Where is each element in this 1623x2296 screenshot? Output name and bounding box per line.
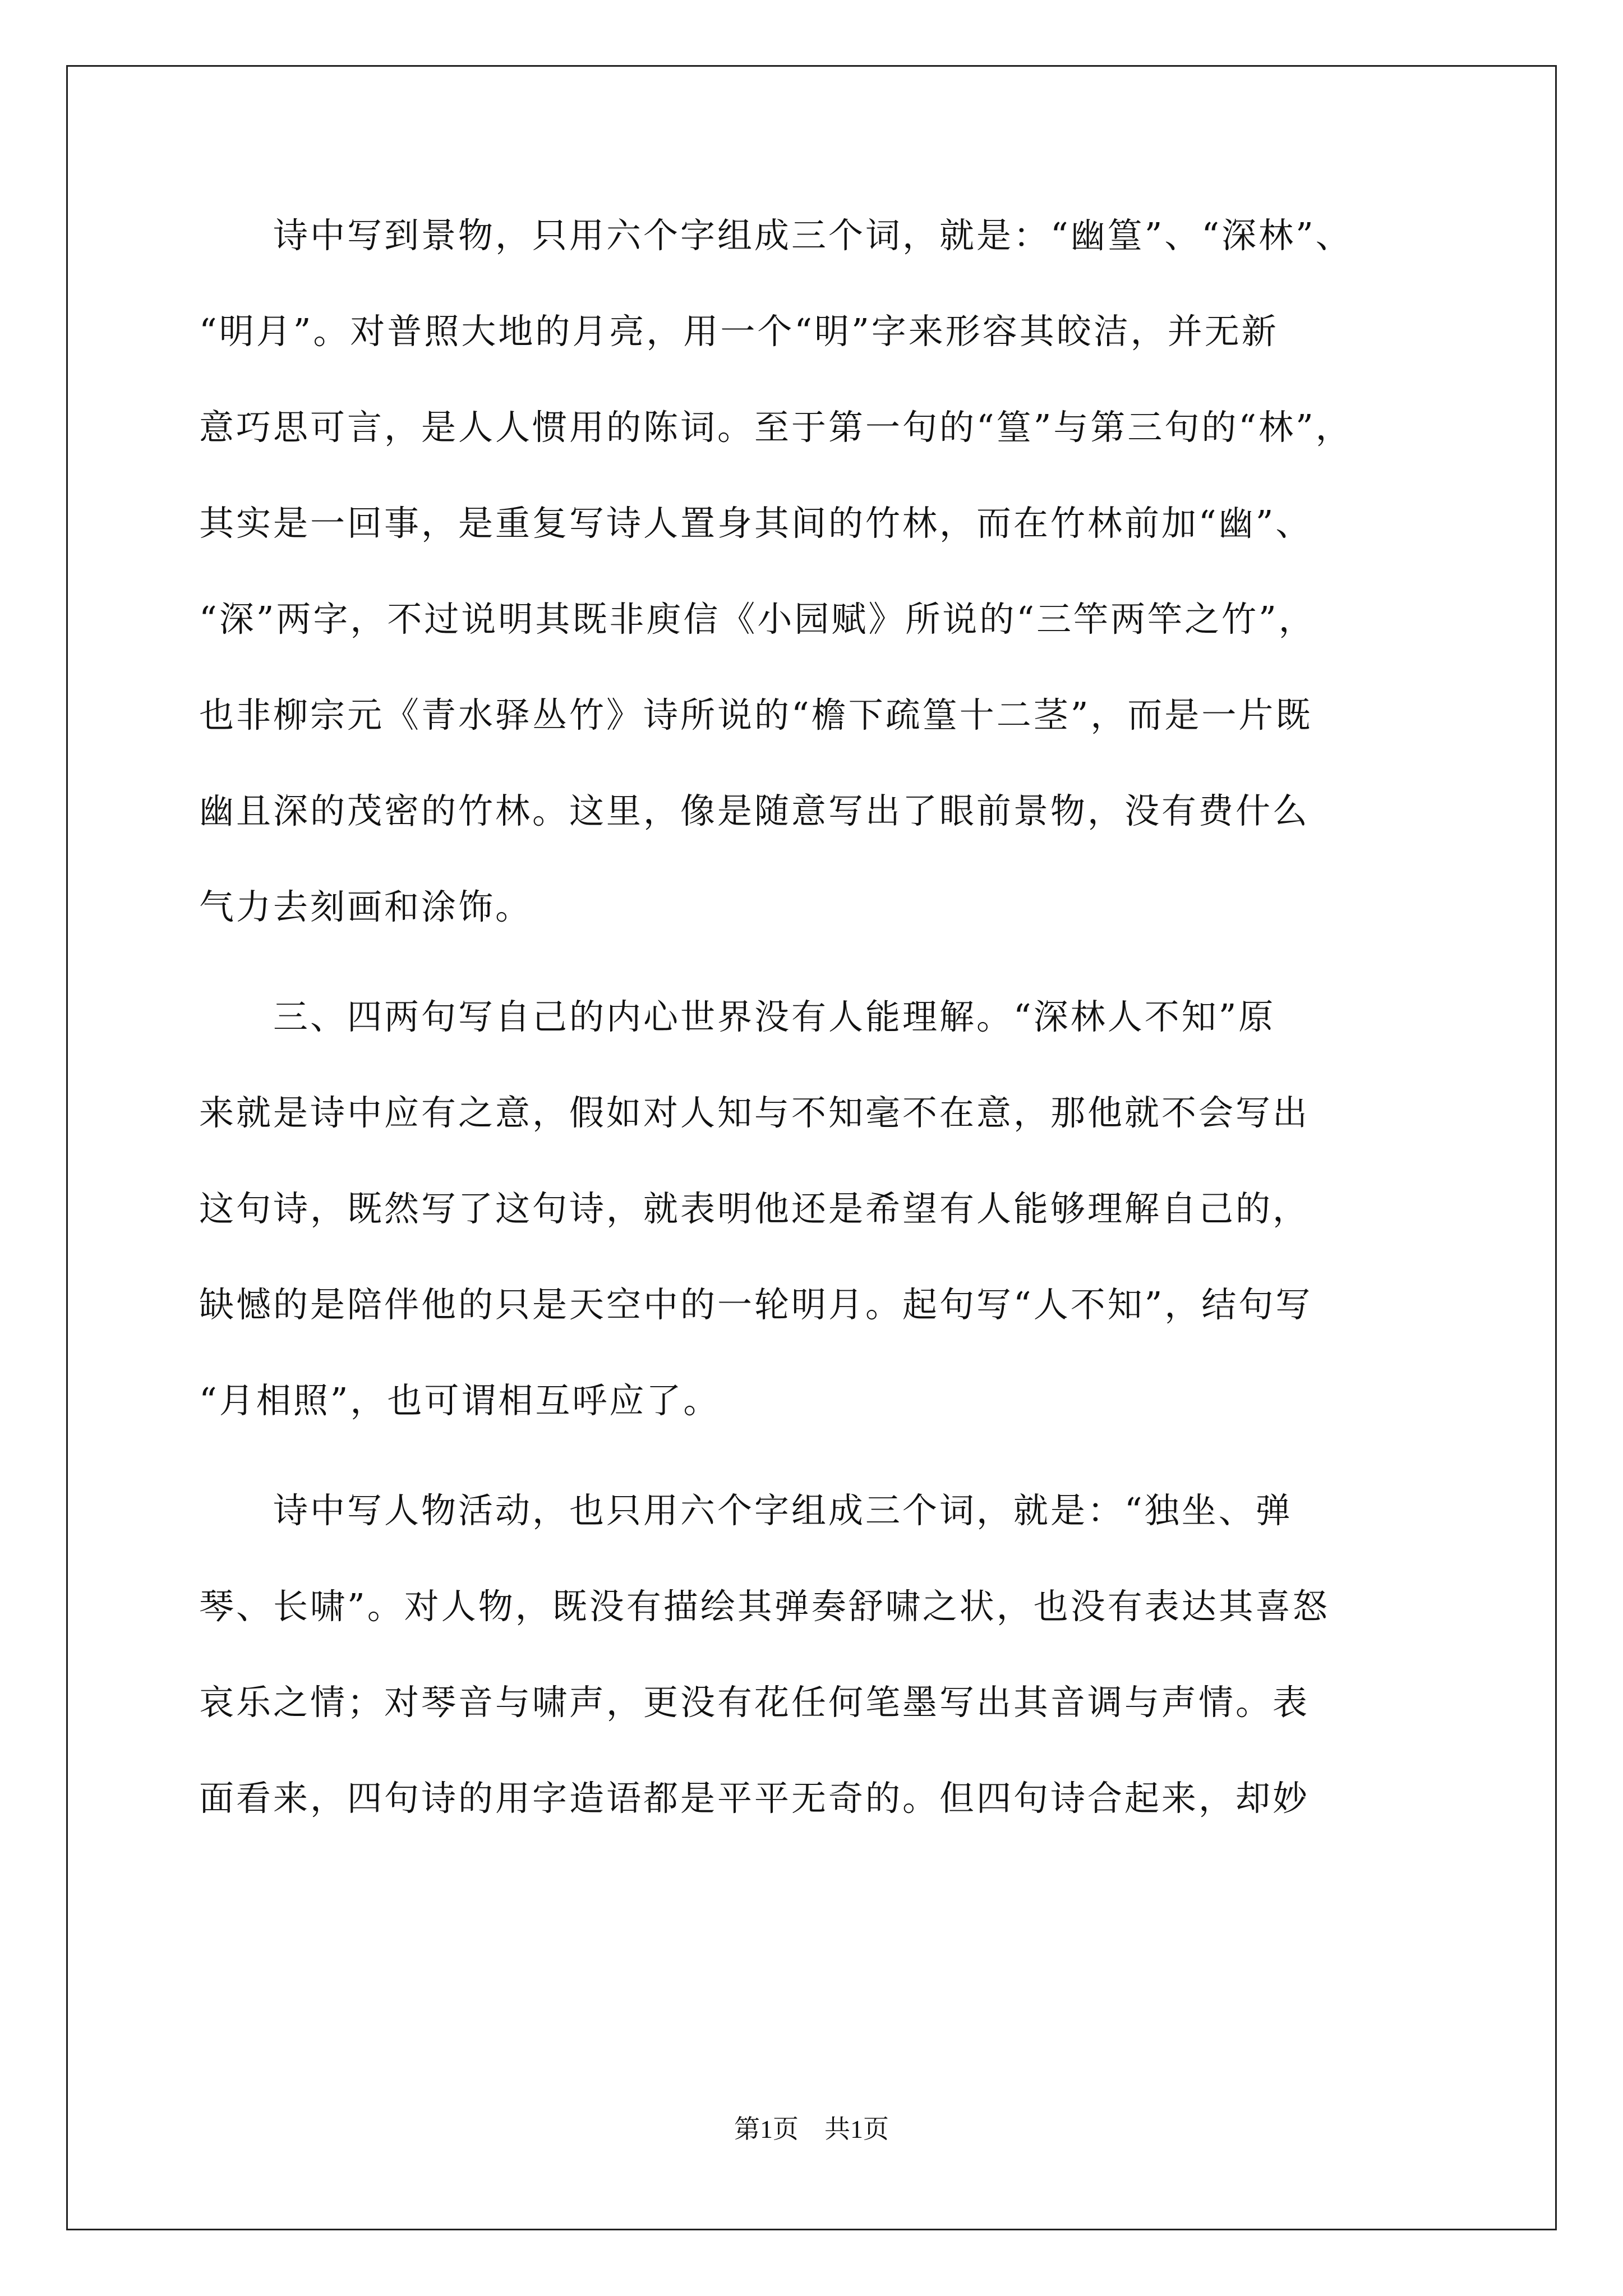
text-line: 幽且深的茂密的竹林。这里，像是随意写出了眼前景物，没有费什么: [199, 790, 1310, 831]
paragraph-gap: [199, 981, 1478, 995]
text-line: 诗中写人物活动，也只用六个字组成三个词，就是：“独坐、弹: [199, 1490, 1293, 1531]
paragraph-1: [199, 213, 1478, 981]
paragraph-2: [199, 995, 1478, 1474]
document-body: [199, 213, 1478, 1872]
text-line: 这句诗，既然写了这句诗，就表明他还是希望有人能够理解自己的，: [199, 1188, 1310, 1229]
paragraph-3: [199, 1488, 1478, 1872]
text-line: 三、四两句写自己的内心世界没有人能理解。“深林人不知”原: [199, 996, 1276, 1037]
text-line: 意巧思可言，是人人惯用的陈词。至于第一句的“篁”与第三句的“林”，: [199, 407, 1353, 448]
text-line: “月相照”，也可谓相互呼应了。: [199, 1380, 721, 1421]
text-line: 哀乐之情；对琴音与啸声，更没有花任何笔墨写出其音调与声情。表: [199, 1682, 1310, 1723]
text-line: 面看来，四句诗的用字造语都是平平无奇的。但四句诗合起来，却妙: [199, 1778, 1310, 1819]
text-line: 诗中写到景物，只用六个字组成三个词，就是：“幽篁”、“深林”、: [199, 215, 1353, 256]
paragraph-gap: [199, 1474, 1478, 1488]
text-line: 来就是诗中应有之意，假如对人知与不知毫不在意，那他就不会写出: [199, 1092, 1310, 1133]
page-number-footer: 第1页 共1页: [734, 2115, 889, 2143]
text-line: 其实是一回事，是重复写诗人置身其间的竹林，而在竹林前加“幽”、: [199, 503, 1313, 544]
text-line: “深”两字，不过说明其既非庾信《小园赋》所说的“三竿两竿之竹”，: [199, 599, 1316, 639]
text-line: “明月”。对普照大地的月亮，用一个“明”字来形容其皎洁，并无新: [199, 311, 1279, 352]
text-line: 琴、长啸”。对人物，既没有描绘其弹奏舒啸之状，也没有表达其喜怒: [199, 1586, 1330, 1627]
text-line: 也非柳宗元《青水驿丛竹》诗所说的“檐下疏篁十二茎”，而是一片既: [199, 694, 1313, 735]
text-line: 气力去刻画和涂饰。: [199, 886, 533, 927]
text-line: 缺憾的是陪伴他的只是天空中的一轮明月。起句写“人不知”，结句写: [199, 1284, 1313, 1325]
